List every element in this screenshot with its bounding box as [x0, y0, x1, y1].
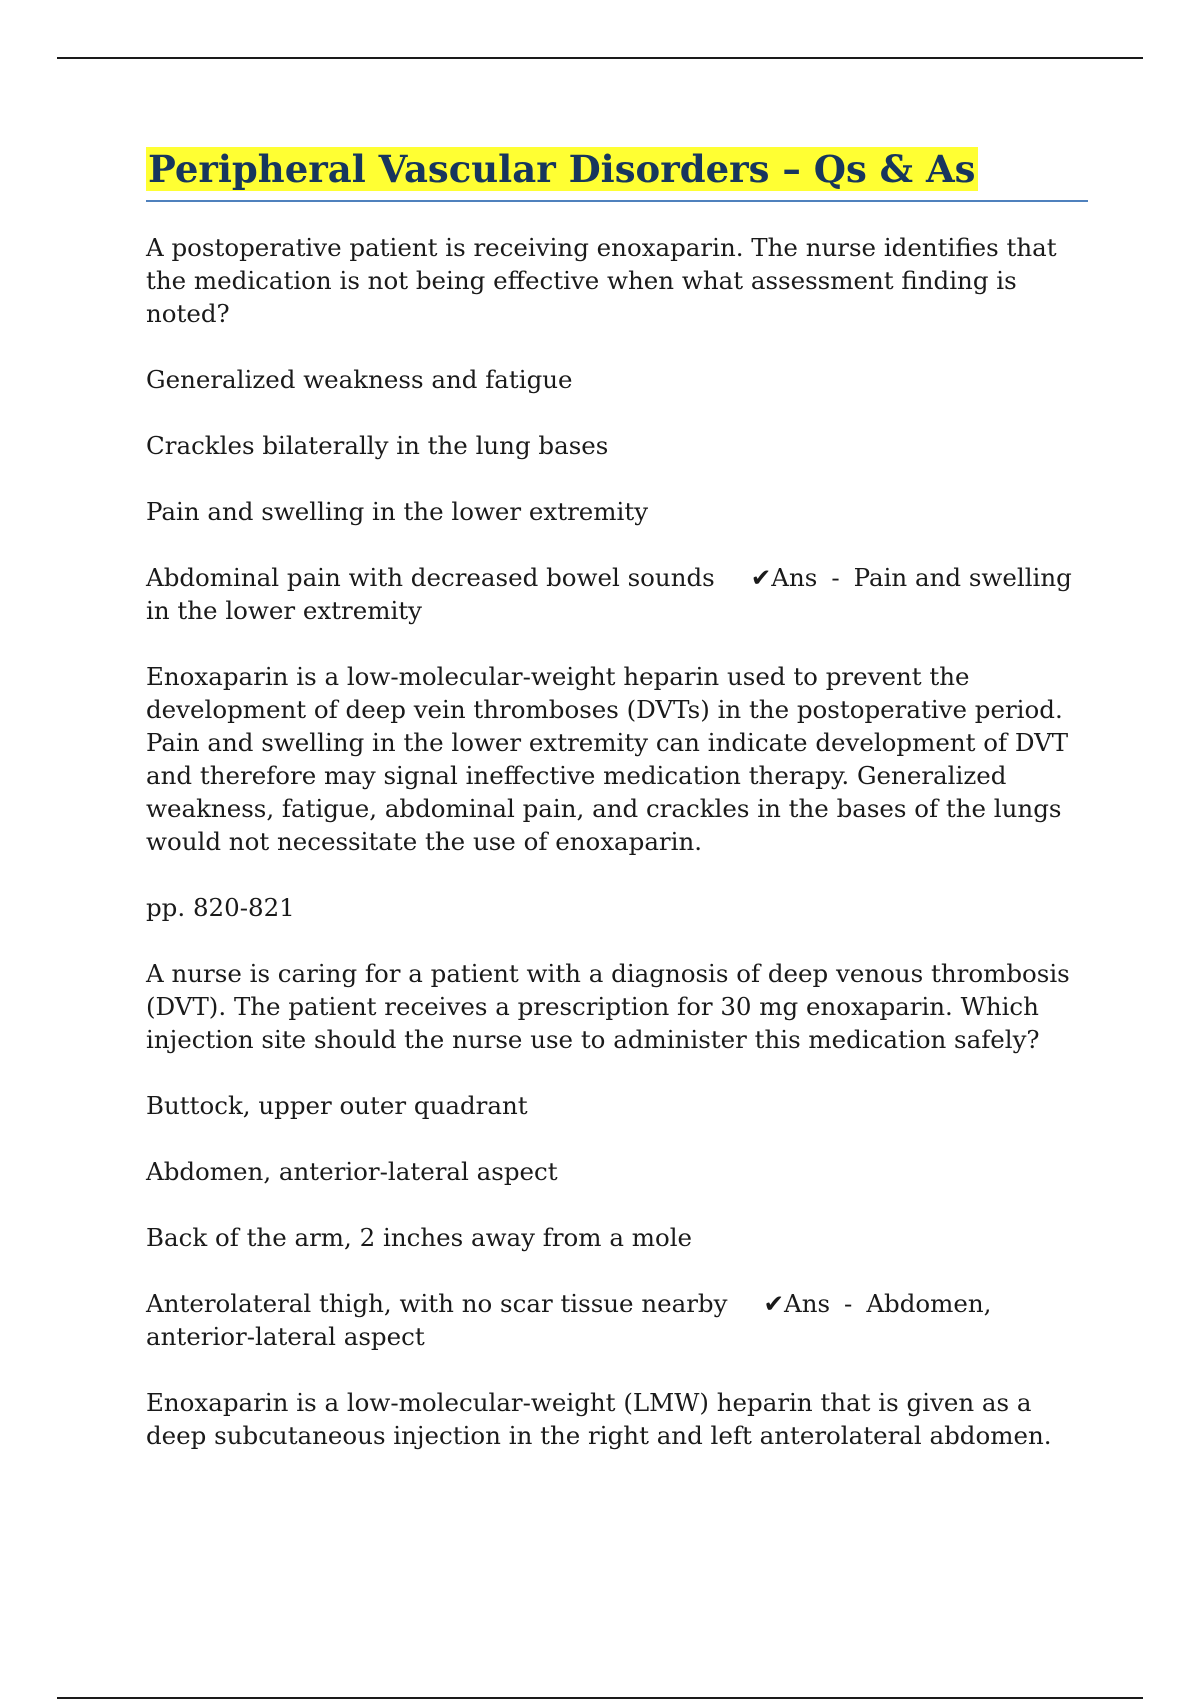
answer-option: Pain and swelling in the lower extremity	[146, 497, 649, 527]
answer-separator: -	[844, 1289, 853, 1319]
answer-option: Abdomen, anterior-lateral aspect	[146, 1157, 558, 1187]
answer-marker: ✔Ans	[763, 1289, 831, 1319]
answer-line	[146, 561, 1088, 627]
document-title	[146, 146, 1088, 202]
answer-option: Anterolateral thigh, with no scar tissue nearby	[146, 1289, 728, 1319]
answer-option: Buttock, upper outer quadrant	[146, 1091, 528, 1121]
rationale-text: Enoxaparin is a low-molecular-weight heparin used to prevent the development of deep vein thromboses (DVTs) in the postoperative period. Pain and swelling in the lower extremity can indicate development of DVT and therefore may signal ineffective medication therapy. Generalized weakness, fatigue, abdominal pain, and crackles in the bases of the lungs would not necessitate the use of enoxaparin.	[146, 662, 1069, 857]
answer-option: Abdominal pain with decreased bowel sounds	[146, 563, 715, 593]
answer-option: Back of the arm, 2 inches away from a mole	[146, 1223, 693, 1253]
footer-rule	[57, 1697, 1143, 1699]
answer-option: Generalized weakness and fatigue	[146, 365, 573, 395]
answer-option: Crackles bilaterally in the lung bases	[146, 431, 609, 461]
correct-answer: Pain and swelling in the lower extremity	[146, 563, 1072, 626]
title-highlight: Peripheral Vascular Disorders – Qs & As	[148, 147, 976, 191]
answer-marker: ✔Ans	[750, 563, 818, 593]
correct-answer: Abdomen, anterior-lateral aspect	[146, 1289, 992, 1352]
question-text: A nurse is caring for a patient with a diagnosis of deep venous thrombosis (DVT). The patient receives a prescription for 30 mg enoxaparin. Which injection site should the nurse use to administer this medication safely?	[146, 959, 1070, 1055]
rationale-text: Enoxaparin is a low-molecular-weight (LMW) heparin that is given as a deep subcutaneous injection in the right and left anterolateral abdomen.	[146, 1388, 1052, 1451]
document-body	[146, 146, 1088, 1452]
header-rule	[57, 57, 1143, 59]
page-reference: pp. 820-821	[146, 893, 295, 923]
answer-separator: -	[831, 563, 840, 593]
question-text: A postoperative patient is receiving enoxaparin. The nurse identifies that the medication is not being effective when what assessment finding is noted?	[146, 233, 1057, 329]
answer-line	[146, 1287, 1088, 1353]
